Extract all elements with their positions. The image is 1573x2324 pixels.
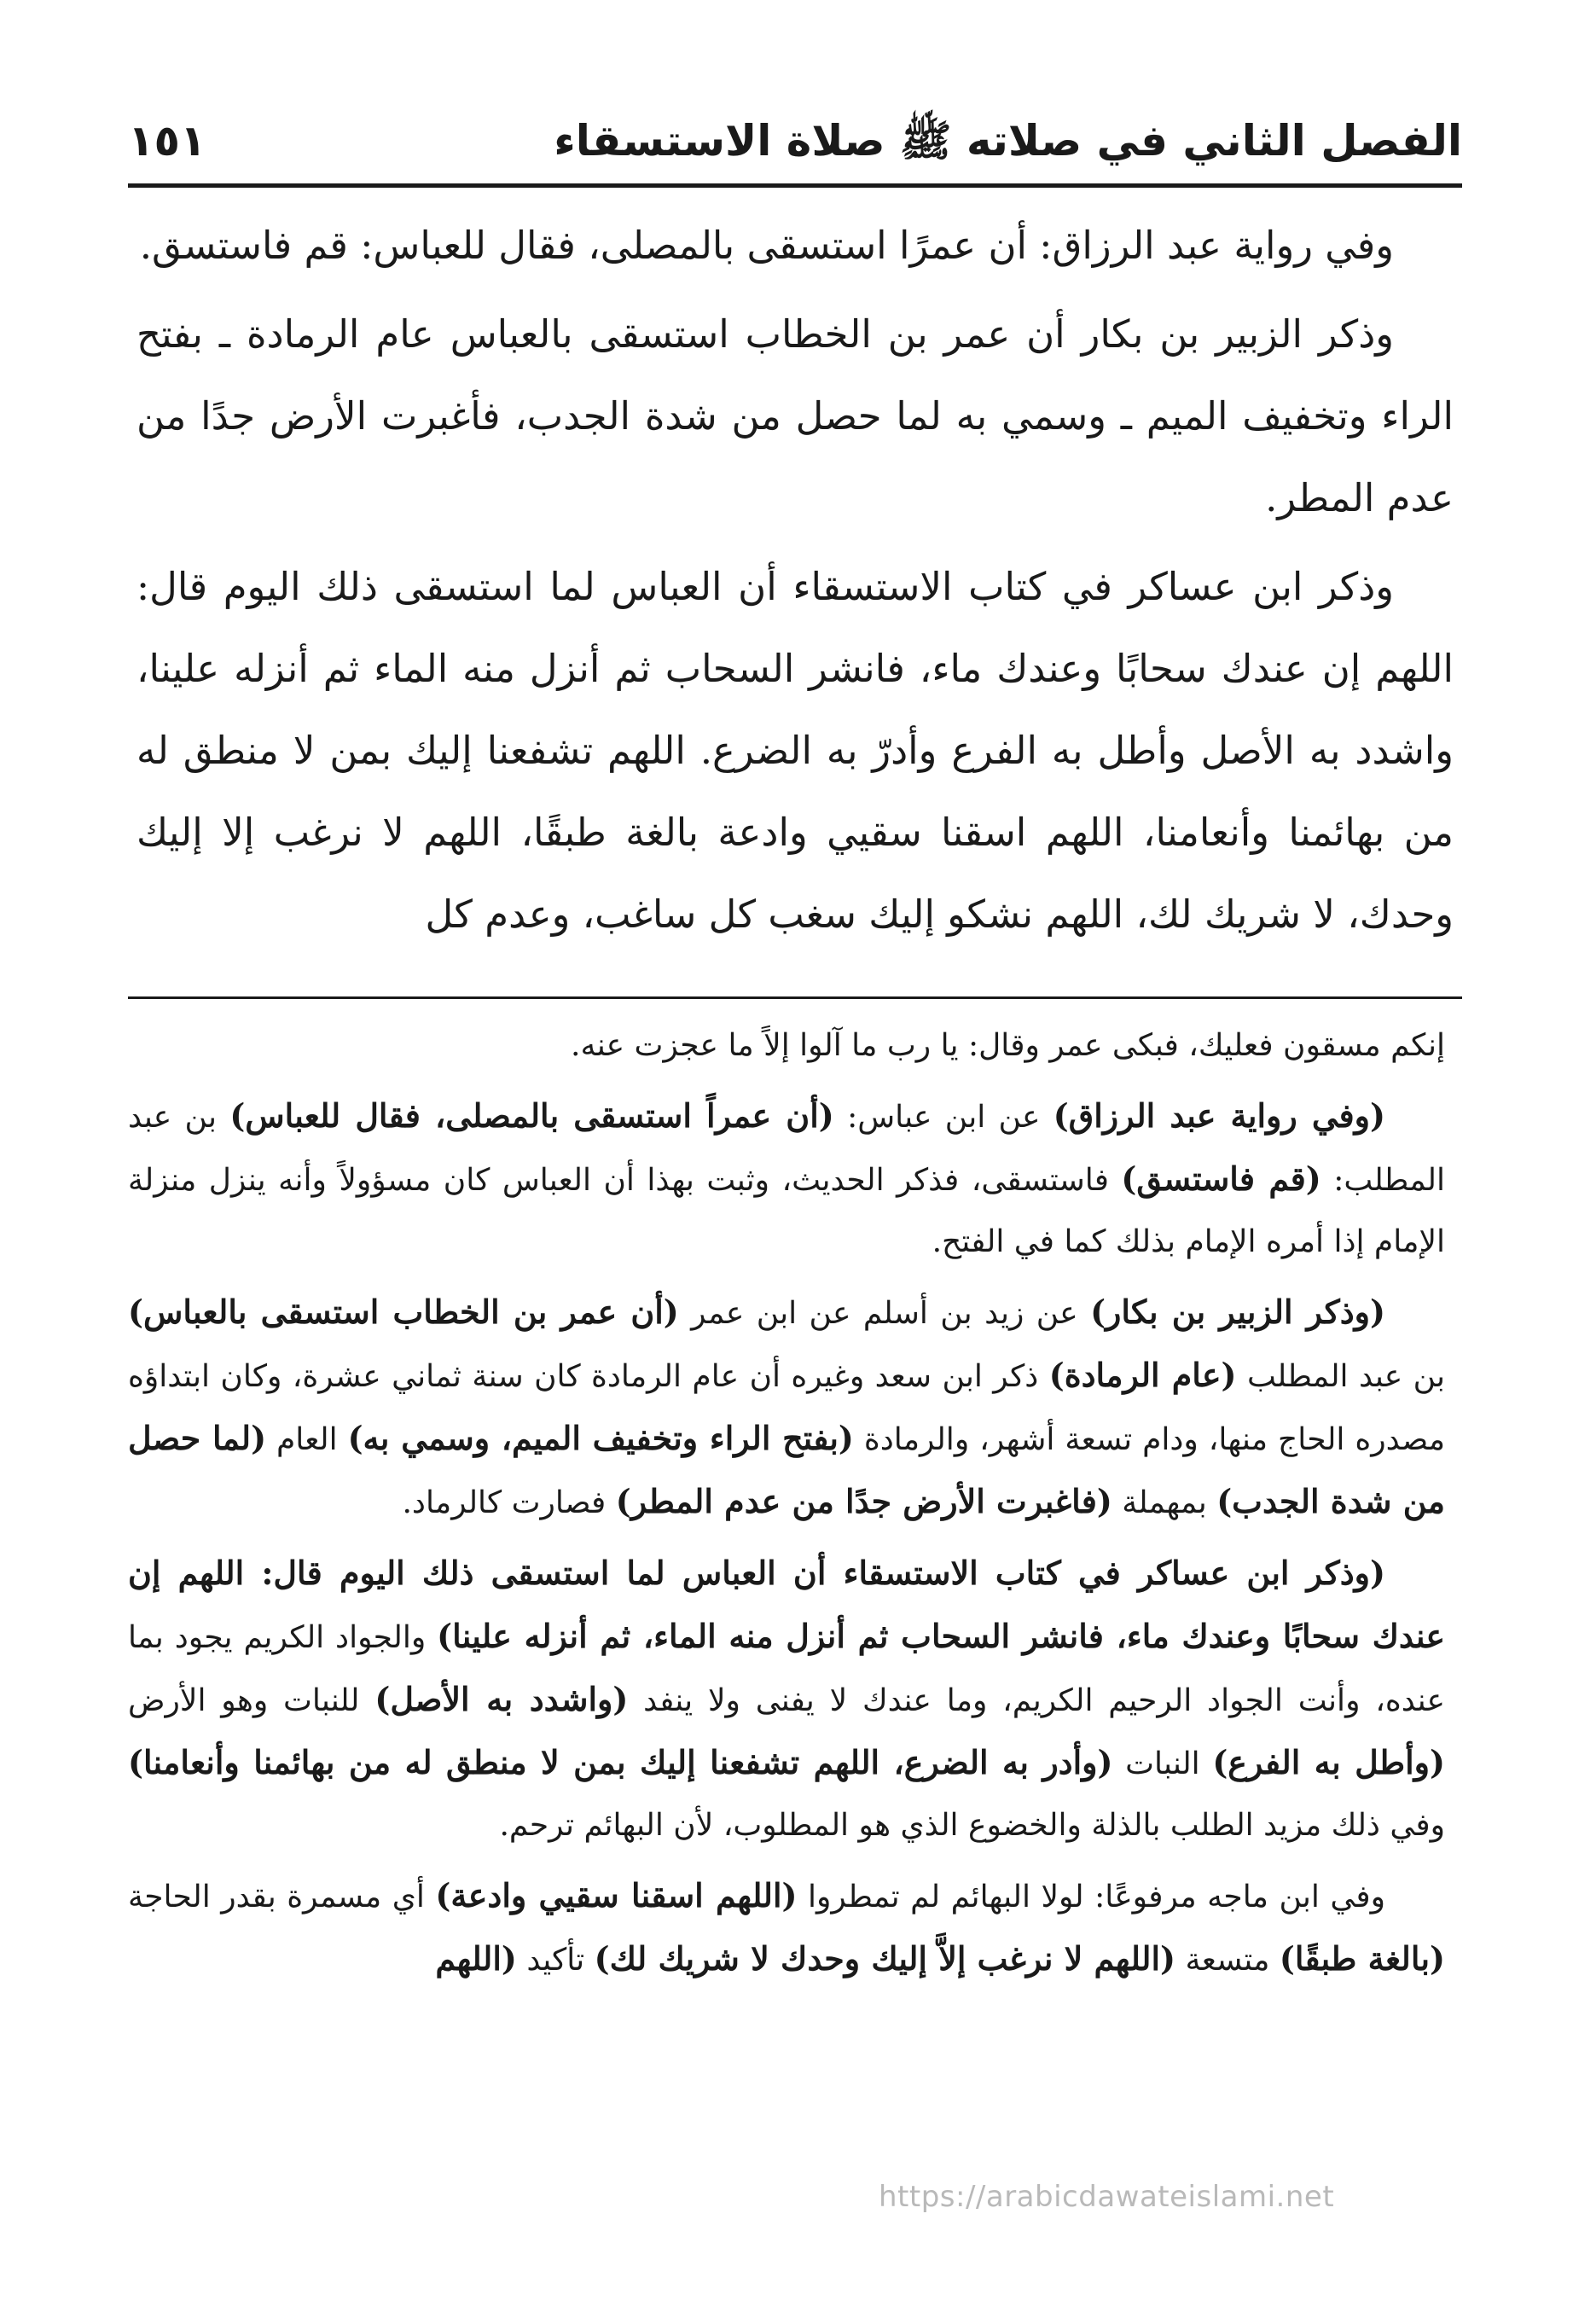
main-text <box>136 205 1454 962</box>
quoted-phrase: (أن عمر بن الخطاب استسقى بالعباس) <box>128 1293 679 1331</box>
note-text: العام <box>266 1422 348 1457</box>
note-text: فاستسقى، فذكر الحديث، وثبت بهذا أن العباس كان مسؤولاً وأنه ينزل منزلة الإمام إذا أمره الإمام بذلك كما في الفتح. <box>128 1163 1445 1259</box>
quoted-phrase: (لما حصل من شدة الجدب) <box>128 1419 1445 1520</box>
quoted-phrase: (فاغبرت الأرض جدًا من عدم المطر) <box>615 1482 1112 1520</box>
note-text: تأكيد <box>516 1943 595 1978</box>
quoted-phrase: (اللهم لا نرغب إلاَّ إليك وحدك لا شريك لك) <box>594 1939 1176 1978</box>
quoted-phrase: (أن عمراً استسقى بالمصلى، فقال للعباس) <box>229 1096 834 1135</box>
note-text: متسعة <box>1175 1943 1280 1978</box>
main-paragraph: وذكر الزبير بن بكار أن عمر بن الخطاب استسقى بالعباس عام الرمادة ـ بفتح الراء وتخفيف الميم ـ وسمي به لما حصل من شدة الجدب، فأغبرت الأرض جدًا من عدم المطر. <box>136 311 1454 520</box>
quoted-phrase: (اللهم اسقنا سقيي وادعة) <box>435 1876 798 1914</box>
quoted-phrase: (وأدر به الضرع، اللهم تشفعنا إليك بمن لا منطق له من بهائمنا وأنعامنا) <box>128 1743 1113 1781</box>
note-text: فصارت كالرماد. <box>402 1485 616 1520</box>
note-text: عن زيد بن أسلم عن ابن عمر <box>678 1296 1091 1331</box>
note-paragraph <box>128 1281 1445 1534</box>
quoted-phrase: (واشدد به الأصل) <box>374 1680 629 1718</box>
commentary-notes <box>128 1015 1445 2000</box>
running-head: الفصل الثاني في صلاته ﷺ صلاة الاستسقاء <box>554 116 1462 166</box>
note-text: إنكم مسقون فعليك، فبكى عمر وقال: يا رب ما آلوا إلاً ما عجزت عنه. <box>571 1028 1445 1063</box>
note-text: للنبات وهو الأرض <box>128 1683 375 1718</box>
quoted-phrase: (قم فاستسق) <box>1121 1159 1321 1198</box>
note-text: ذكر ابن سعد وغيره أن عام الرمادة كان سنة ثماني عشرة، وكان ابتداؤه مصدره الحاج منها، ودام تسعة أشهر، والرمادة <box>128 1359 1446 1457</box>
quoted-phrase: (اللهم <box>435 1939 517 1978</box>
note-text: والجواد الكريم يجود بما عنده، وأنت الجواد الرحيم الكريم، وما عندك لا يفنى ولا ينفد <box>128 1620 1445 1718</box>
note-text: بن عبد المطلب <box>1236 1359 1446 1394</box>
main-paragraph: وفي رواية عبد الرزاق: أن عمرًا استسقى بالمصلى، فقال للعباس: قم فاستسق. <box>139 223 1394 268</box>
note-text: بن عبد المطلب: <box>128 1100 1445 1198</box>
note-paragraph <box>128 1085 1445 1273</box>
note-paragraph <box>128 1015 1445 1077</box>
quoted-phrase: (وذكر الزبير بن بكار) <box>1090 1293 1385 1331</box>
note-text: النبات <box>1112 1746 1213 1781</box>
page-header <box>128 102 1462 188</box>
footnote-rule <box>128 996 1462 999</box>
quoted-phrase: (بالغة طبقًا) <box>1279 1939 1445 1978</box>
note-text: بمهملة <box>1112 1485 1217 1520</box>
quoted-phrase: (وأطل به الفرع) <box>1212 1743 1445 1781</box>
note-text: عن ابن عباس: <box>833 1100 1054 1135</box>
note-paragraph <box>128 1543 1445 1856</box>
note-text: وفي ذلك مزيد الطلب بالذلة والخضوع الذي هو المطلوب، لأن البهائم ترحم. <box>499 1808 1445 1843</box>
watermark-url: https://arabicdawateislami.net <box>879 2180 1335 2214</box>
quoted-phrase: (وذكر ابن عساكر في كتاب الاستسقاء أن العباس لما استسقى ذلك اليوم قال: اللهم إن عندك سحابًا وعندك ماء، فانشر السحاب ثم أنزل منه الماء، ثم أنزله علينا) <box>128 1554 1445 1655</box>
quoted-phrase: (وفي رواية عبد الرزاق) <box>1053 1096 1385 1135</box>
note-text: أي مسمرة بقدر الحاجة <box>128 1880 436 1914</box>
main-paragraph: وذكر ابن عساكر في كتاب الاستسقاء أن العباس لما استسقى ذلك اليوم قال: اللهم إن عندك سحابًا وعندك ماء، فانشر السحاب ثم أنزل منه الماء ثم أنزله علينا، واشدد به الأصل وأطل به الفرع وأدرّ به الضرع. اللهم تشفعنا إليك بمن لا منطق له من بهائمنا وأنعامنا، اللهم اسقنا سقيي وادعة بالغة طبقًا، اللهم لا نرغب إلا إليك وحدك، لا شريك لك، اللهم نشكو إليك سغب كل ساغب، وعدم كل <box>136 564 1454 937</box>
quoted-phrase: (بفتح الراء وتخفيف الميم، وسمي به) <box>347 1419 854 1457</box>
header-rule <box>128 183 1462 188</box>
note-paragraph <box>128 1865 1445 1991</box>
note-text: وفي ابن ماجه مرفوعًا: لولا البهائم لم تمطروا <box>797 1880 1385 1914</box>
page-number: ١٥١ <box>128 116 206 166</box>
quoted-phrase: (عام الرمادة) <box>1048 1356 1237 1394</box>
